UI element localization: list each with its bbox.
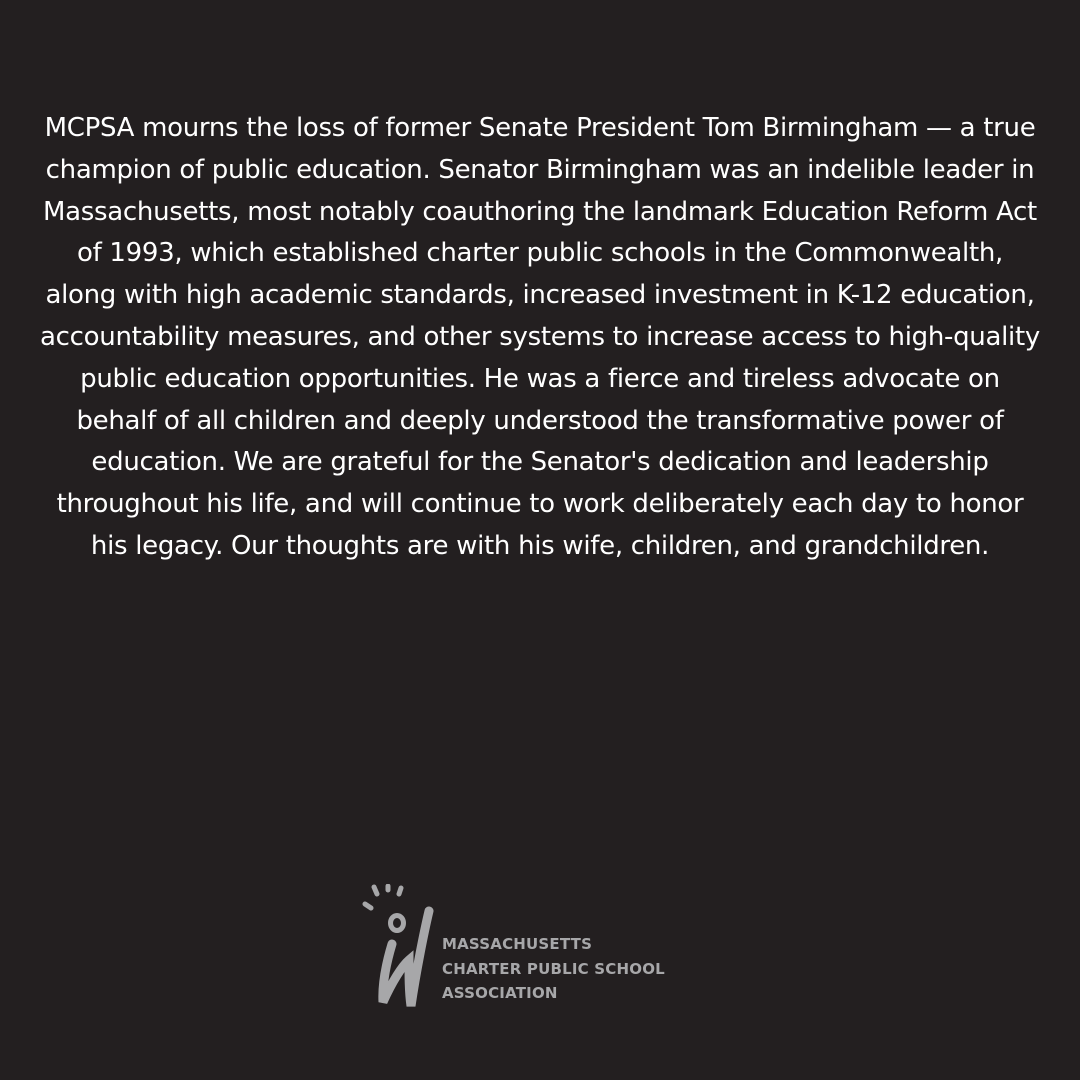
logo-line-1: MASSACHUSETTS <box>442 935 593 953</box>
association-logo <box>362 884 742 1014</box>
logo-line-3: ASSOCIATION <box>442 984 558 1002</box>
child-figure-logo-icon <box>362 884 438 1010</box>
logo-line-2: CHARTER PUBLIC SCHOOL <box>442 959 665 978</box>
logo-wordmark <box>442 932 665 1006</box>
statement-text: MCPSA mourns the loss of former Senate President Tom Birmingham — a true champion of public education. Senator Birmingham was an indelible leader in Massachusetts, most notably coauthoring the landmark Education Reform Act of 1993, which established charter public schools in the Commonwealth, along with high academic standards, increased investment in K-12 education, accountability measures, and other systems to increase access to high-quality public education opportunities. He was a fierce and tireless advocate on behalf of all children and deeply understood the transformative power of education. We are grateful for the Senator's dedication and leadership throughout his life, and will continue to work deliberately each day to honor his legacy. Our thoughts are with his wife, children, and grandchildren. <box>40 113 1040 561</box>
